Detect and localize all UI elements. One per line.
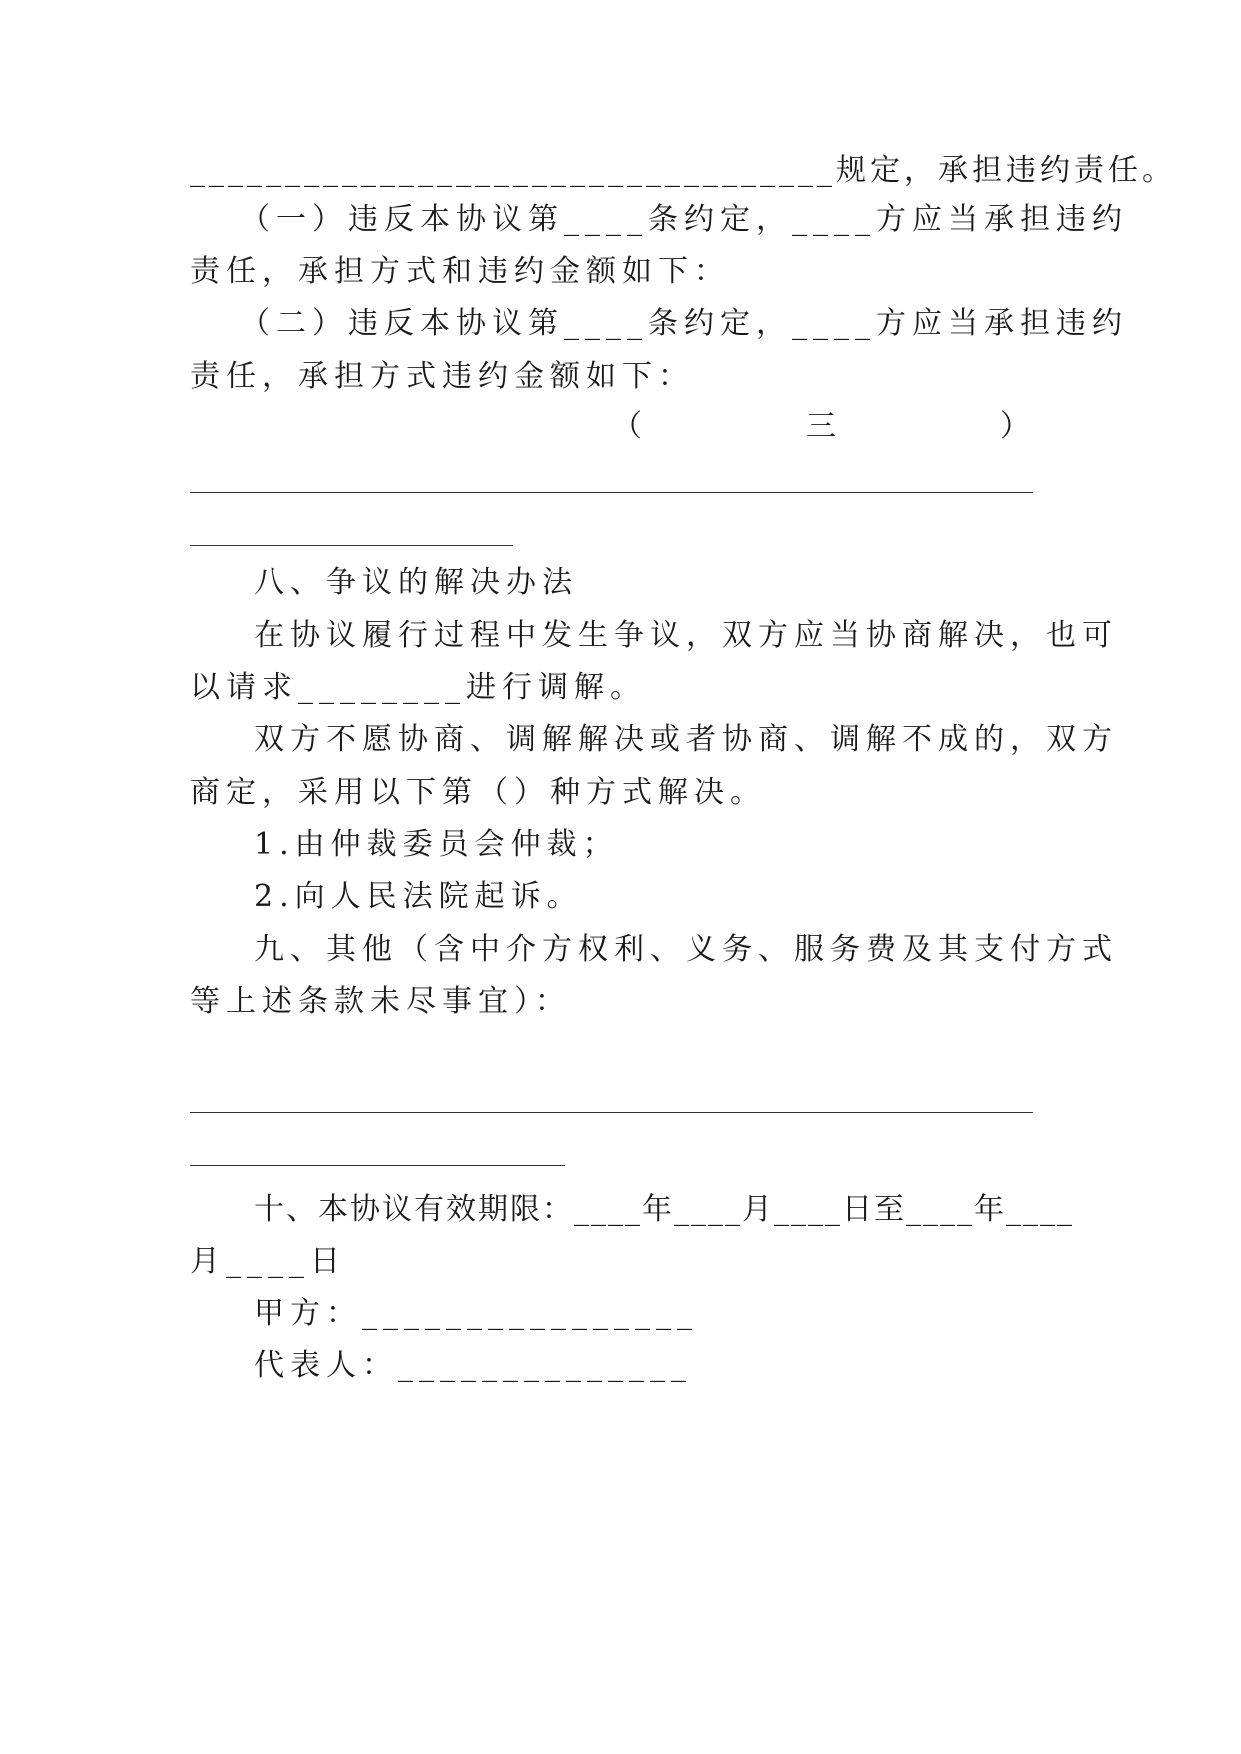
blank-rule xyxy=(190,492,1033,493)
section-heading: 九、其他（含中介方权利、义务、服务费及其支付方式 xyxy=(254,932,1118,967)
text-line: 责任，承担方式违约金额如下： xyxy=(190,359,694,394)
list-item: 2.向人民法院起诉。 xyxy=(254,879,583,914)
list-item: 1.由仲裁委员会仲裁； xyxy=(254,827,619,862)
party-a-signature: 甲方：________________ xyxy=(254,1296,698,1331)
text-line: 责任，承担方式和违约金额如下： xyxy=(190,254,730,289)
text-line: （二）违反本协议第____条约定，____方应当承担违约 xyxy=(240,306,1128,341)
text-line: 在协议履行过程中发生争议，双方应当协商解决，也可 xyxy=(254,618,1118,653)
text-line: 月____日 xyxy=(190,1244,346,1279)
blank-rule xyxy=(190,1112,1033,1113)
representative-signature: 代表人：______________ xyxy=(254,1348,692,1383)
section-three-open: （ xyxy=(612,409,642,444)
blank-rule xyxy=(190,1165,565,1166)
text-line: 以请求________进行调解。 xyxy=(190,670,646,705)
section-three-close: ） xyxy=(1000,409,1030,444)
section-heading: 八、争议的解决办法 xyxy=(254,565,578,600)
section-three-label: 三 xyxy=(806,409,836,444)
blank-rule xyxy=(190,545,513,546)
text-line: （一）违反本协议第____条约定，____方应当承担违约 xyxy=(240,202,1128,237)
text-line: 商定，采用以下第（）种方式解决。 xyxy=(190,775,766,810)
text-line: 双方不愿协商、调解解决或者协商、调解不成的，双方 xyxy=(254,722,1118,757)
section-heading: 十、本协议有效期限：____年____月____日至____年____ xyxy=(254,1192,1074,1227)
text-line: __________________________________规定，承担违约责任。 xyxy=(190,153,1176,188)
text-line: 等上述条款未尽事宜）： xyxy=(190,984,571,1019)
